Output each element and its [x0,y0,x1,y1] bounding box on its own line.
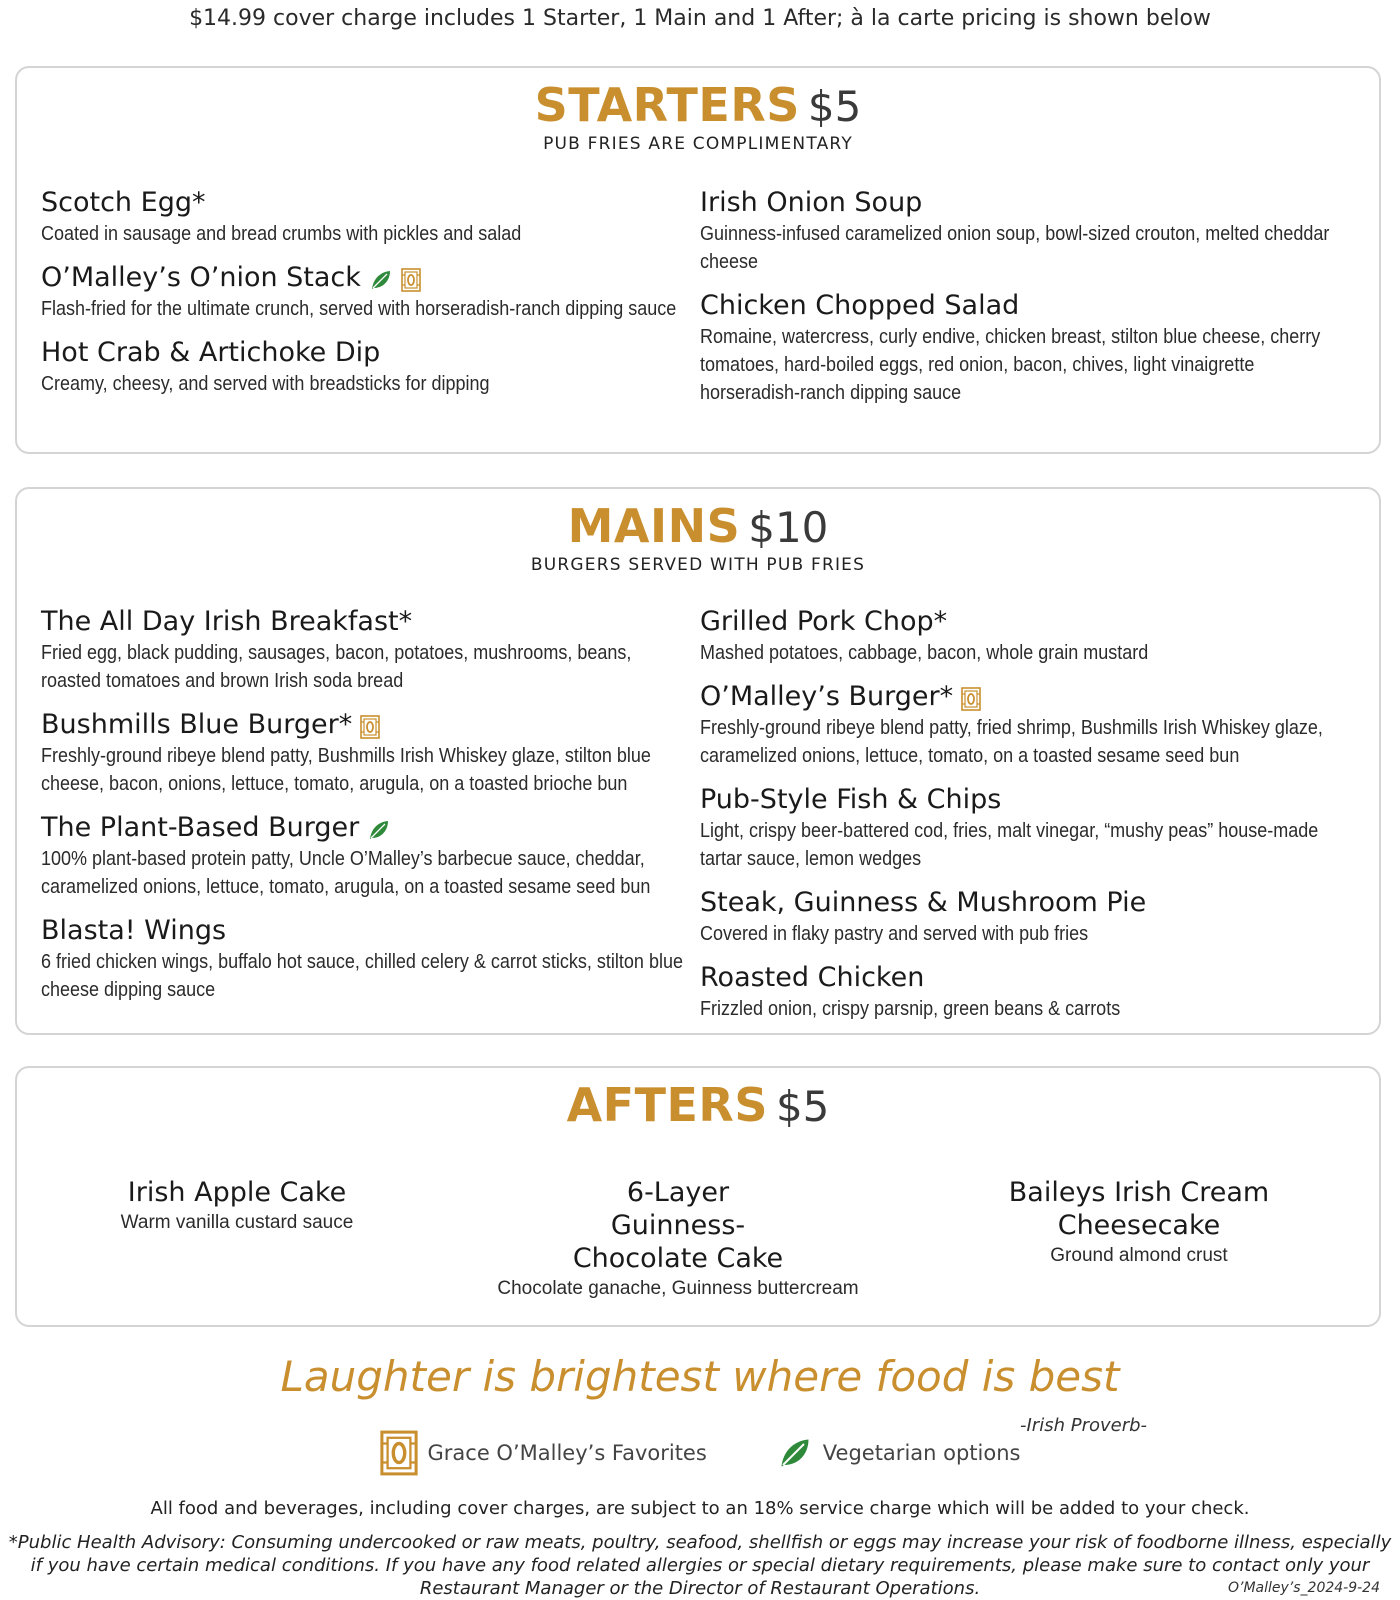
item-name: 6-Layer Guinness-Chocolate Cake [572,1177,784,1274]
menu-item [41,336,686,398]
item-name: Irish Apple Cake [127,1177,347,1208]
menu-item [41,605,686,695]
item-name-row [700,680,1345,714]
menu-item [700,961,1345,1023]
item-description: Freshly-ground ribeye blend patty, fried shrimp, Bushmills Irish Whiskey glaze, caramelized onions, lettuce, tomato, on a toasted sesame seed bun [700,717,1323,767]
item-description: Covered in flaky pastry and served with pub fries [700,923,1089,945]
starters-heading [17,78,1379,132]
starters-columns [41,186,1359,420]
item-description: 100% plant-based protein patty, Uncle O’Malley’s barbecue sauce, cheddar, caramelized onions, lettuce, tomato, arugula, on a toasted sesame seed bun [41,848,651,898]
menu-item [41,811,686,901]
afters-items [17,1176,1379,1303]
menu-item [41,261,686,323]
leaf-icon [369,267,393,291]
item-description: Ground almond crust [1050,1245,1228,1266]
afters-price: $5 [775,1082,830,1131]
starters-title: STARTERS [534,78,800,132]
favorite-icon [961,686,981,710]
mains-title: MAINS [567,499,741,553]
menu-item [700,289,1345,407]
menu-item [700,886,1345,948]
menu-item [700,783,1345,873]
item-name: The All Day Irish Breakfast* [41,606,413,637]
starters-right-column [700,186,1359,420]
menu-version: O’Malley’s_2024-9-24 [1227,1580,1380,1596]
favorite-icon [380,1430,418,1476]
starters-price: $5 [807,82,862,131]
item-name: O’Malley’s Burger* [700,681,954,712]
item-name: Scotch Egg* [41,187,206,218]
item-description: Warm vanilla custard sauce [120,1212,354,1233]
cover-charge-note: $14.99 cover charge includes 1 Starter, 1 Main and 1 After; à la carte pricing is shown below [189,6,1211,31]
item-name: The Plant-Based Burger [41,812,360,843]
item-name: Irish Onion Soup [700,187,923,218]
health-advisory: *Public Health Advisory: Consuming undercooked or raw meats, poultry, seafood, shellfish or eggs may increase your risk of foodborne illness, especially if you have certain medical conditions. If you have any food related allergies or special dietary requirements, please make sure to contact only your Restaurant Manager or the Director of Restaurant Operations. [8,1532,1392,1599]
item-description: Frizzled onion, crispy parsnip, green beans & carrots [700,998,1121,1020]
item-description: Flash-fried for the ultimate crunch, served with horseradish-ranch dipping sauce [41,298,677,320]
proverb-quote: Laughter is brightest where food is best [280,1352,1120,1401]
starters-left-column [41,186,700,420]
item-description: Light, crispy beer-battered cod, fries, malt vinegar, “mushy peas” house-made tartar sauce, lemon wedges [700,820,1319,870]
item-name: Pub-Style Fish & Chips [700,784,1002,815]
menu-item [41,186,686,248]
mains-section [15,487,1381,1035]
menu-item [41,914,686,1004]
mains-right-column [700,605,1359,1036]
item-name: Chicken Chopped Salad [700,290,1020,321]
item-name: Bushmills Blue Burger* [41,709,353,740]
item-name: Grilled Pork Chop* [700,606,948,637]
item-name: Hot Crab & Artichoke Dip [41,337,381,368]
legend-vegetarian-label: Vegetarian options [822,1441,1021,1465]
proverb-attribution: -Irish Proverb- [1020,1415,1148,1436]
item-description: 6 fried chicken wings, buffalo hot sauce, chilled celery & carrot sticks, stilton blue cheese dipping sauce [41,951,683,1001]
afters-section [15,1066,1381,1327]
menu-item [700,680,1345,770]
afters-heading [17,1078,1379,1132]
legend-favorites-label: Grace O’Malley’s Favorites [427,1441,707,1465]
item-name: Steak, Guinness & Mushroom Pie [700,887,1147,918]
menu-item [41,708,686,798]
item-description: Romaine, watercress, curly endive, chicken breast, stilton blue cheese, cherry tomatoes, hard-boiled eggs, red onion, bacon, chives, light vinaigrette horseradish-ranch dipping sauce [700,326,1321,404]
legend-vegetarian [777,1434,1021,1472]
menu-item [488,1176,868,1303]
menu-item [700,186,1345,276]
menu-item [107,1176,367,1303]
item-name: Baileys Irish Cream Cheesecake [1008,1177,1270,1241]
mains-columns [41,605,1359,1036]
service-charge-note: All food and beverages, including cover charges, are subject to an 18% service charge which will be added to your check. [150,1498,1250,1519]
item-description: Fried egg, black pudding, sausages, bacon, potatoes, mushrooms, beans, roasted tomatoes and brown Irish soda bread [41,642,632,692]
mains-price: $10 [748,503,829,552]
mains-subtitle: BURGERS SERVED WITH PUB FRIES [530,555,866,575]
favorite-icon [360,714,380,738]
legend-favorites [380,1430,707,1476]
item-name-row [41,261,686,295]
item-description: Chocolate ganache, Guinness buttercream [497,1278,859,1299]
menu-item [700,605,1345,667]
leaf-icon [777,1434,813,1472]
mains-heading [17,499,1379,553]
mains-left-column [41,605,700,1036]
item-description: Guinness-infused caramelized onion soup, bowl-sized crouton, melted cheddar cheese [700,223,1330,273]
item-name-row [41,811,686,845]
item-name: Roasted Chicken [700,962,925,993]
menu-item [989,1176,1289,1303]
item-description: Mashed potatoes, cabbage, bacon, whole grain mustard [700,642,1149,664]
item-description: Freshly-ground ribeye blend patty, Bushmills Irish Whiskey glaze, stilton blue cheese, bacon, onions, lettuce, tomato, arugula, on a toasted brioche bun [41,745,651,795]
item-name: O’Malley’s O’nion Stack [41,262,361,293]
icon-legend [0,1430,1400,1476]
item-description: Coated in sausage and bread crumbs with pickles and salad [41,223,522,245]
item-description: Creamy, cheesy, and served with breadsticks for dipping [41,373,490,395]
afters-title: AFTERS [566,1078,768,1132]
item-name: Blasta! Wings [41,915,227,946]
item-name-row [41,708,686,742]
leaf-icon [367,817,391,841]
starters-subtitle: PUB FRIES ARE COMPLIMENTARY [543,134,853,154]
starters-section [15,66,1381,454]
favorite-icon [401,267,421,291]
